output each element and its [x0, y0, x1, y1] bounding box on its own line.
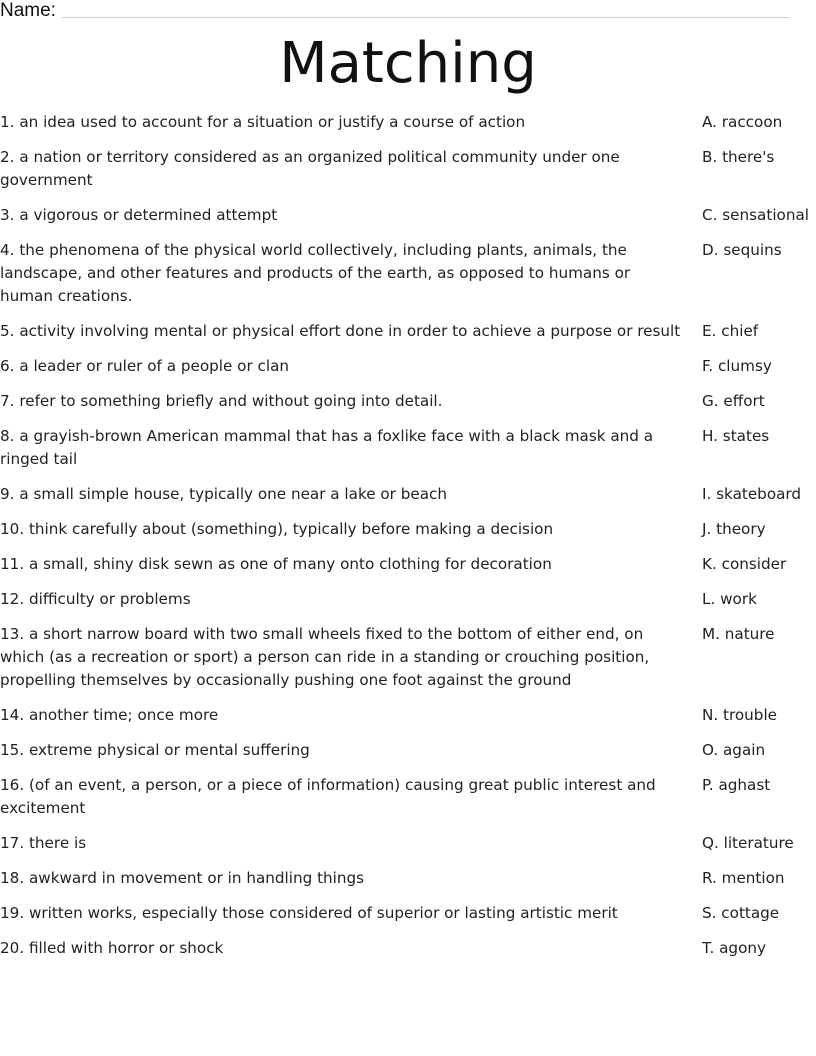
clue-text: 1. an idea used to account for a situation or justify a course of action [0, 113, 526, 131]
clue-text: 16. (of an event, a person, or a piece of information) causing great public interest and excitement [0, 776, 656, 817]
matching-row [0, 739, 816, 774]
answer-option: J. theory [702, 520, 766, 538]
name-label: Name: [0, 0, 56, 21]
answer-option: A. raccoon [702, 113, 783, 131]
matching-row [0, 937, 816, 972]
answer-option: T. agony [702, 939, 766, 957]
clue-text: 15. extreme physical or mental suffering [0, 741, 310, 759]
clue-text: 18. awkward in movement or in handling things [0, 869, 365, 887]
answer-option: S. cottage [702, 904, 780, 922]
matching-row [0, 518, 816, 553]
answer-option: Q. literature [702, 834, 794, 852]
answer-option: I. skateboard [702, 485, 802, 503]
matching-list [0, 111, 816, 972]
answer-option: R. mention [702, 869, 785, 887]
answer-option: F. clumsy [702, 357, 772, 375]
matching-row [0, 425, 816, 483]
answer-option: H. states [702, 427, 770, 445]
clue-text: 17. there is [0, 834, 87, 852]
matching-row [0, 111, 816, 146]
answer-option: K. consider [702, 555, 787, 573]
clue-text: 19. written works, especially those considered of superior or lasting artistic merit [0, 904, 618, 922]
answer-option: M. nature [702, 625, 775, 643]
answer-option: C. sensational [702, 206, 809, 224]
name-row [0, 0, 790, 22]
clue-text: 12. difficulty or problems [0, 590, 191, 608]
answer-option: E. chief [702, 322, 759, 340]
page-title: Matching [279, 31, 537, 96]
matching-row [0, 204, 816, 239]
clue-text: 10. think carefully about (something), typically before making a decision [0, 520, 554, 538]
matching-row [0, 483, 816, 518]
matching-row [0, 588, 816, 623]
matching-row [0, 704, 816, 739]
matching-row [0, 623, 816, 704]
clue-text: 2. a nation or territory considered as an organized political community under one government [0, 148, 620, 189]
matching-row [0, 320, 816, 355]
matching-row [0, 390, 816, 425]
matching-row [0, 239, 816, 320]
clue-text: 14. another time; once more [0, 706, 219, 724]
clue-text: 6. a leader or ruler of a people or clan [0, 357, 290, 375]
answer-option: P. aghast [702, 776, 771, 794]
matching-row [0, 902, 816, 937]
matching-row [0, 774, 816, 832]
clue-text: 9. a small simple house, typically one near a lake or beach [0, 485, 448, 503]
clue-text: 13. a short narrow board with two small wheels fixed to the bottom of either end, on which (as a recreation or sport) a person can ride in a standing or crouching position, propelling themselves by occasionally pushing one foot against the ground [0, 625, 650, 689]
matching-row [0, 553, 816, 588]
clue-text: 5. activity involving mental or physical effort done in order to achieve a purpose or result [0, 322, 681, 340]
clue-text: 8. a grayish-brown American mammal that has a foxlike face with a black mask and a ringed tail [0, 427, 654, 468]
matching-row [0, 832, 816, 867]
answer-option: G. effort [702, 392, 765, 410]
answer-option: L. work [702, 590, 757, 608]
clue-text: 7. refer to something briefly and without going into detail. [0, 392, 443, 410]
answer-option: D. sequins [702, 241, 782, 259]
answer-option: B. there's [702, 148, 775, 166]
clue-text: 3. a vigorous or determined attempt [0, 206, 278, 224]
matching-row [0, 867, 816, 902]
answer-option: N. trouble [702, 706, 778, 724]
clue-text: 11. a small, shiny disk sewn as one of many onto clothing for decoration [0, 555, 552, 573]
clue-text: 20. filled with horror or shock [0, 939, 224, 957]
answer-option: O. again [702, 741, 766, 759]
name-write-line[interactable] [62, 17, 790, 18]
matching-row [0, 146, 816, 204]
clue-text: 4. the phenomena of the physical world collectively, including plants, animals, the landscape, and other features and products of the earth, as opposed to humans or human creations. [0, 241, 631, 305]
matching-row [0, 355, 816, 390]
